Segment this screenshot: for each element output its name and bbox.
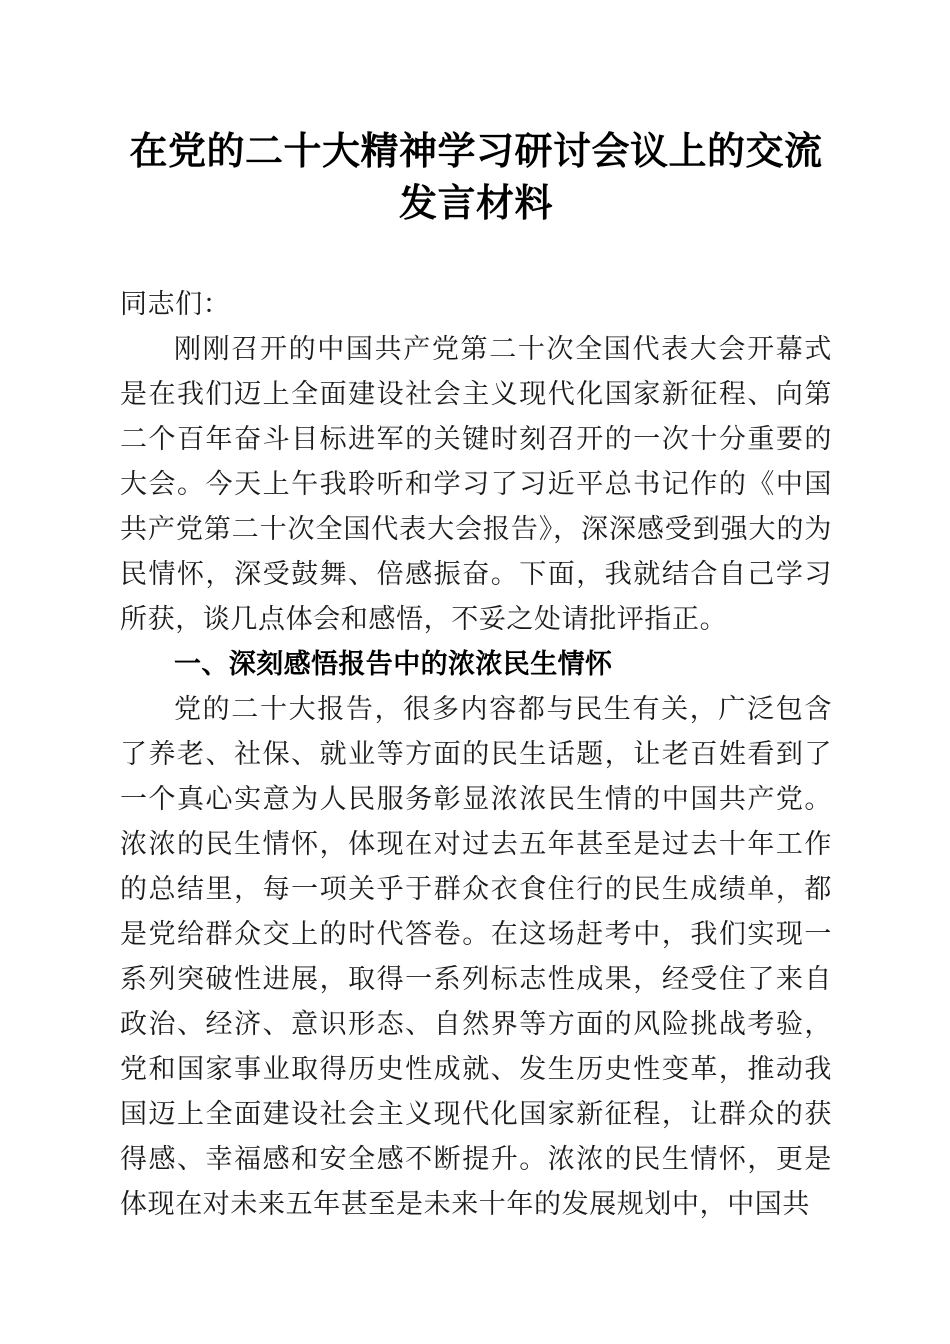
intro-paragraph: 刚刚召开的中国共产党第二十次全国代表大会开幕式是在我们迈上全面建设社会主义现代化国家新征程、向第二个百年奋斗目标进军的关键时刻召开的一次十分重要的大会。今天上午我聆听和学习了习近平总书记作的《中国共产党第二十次全国代表大会报告》，深深感受到强大的为民情怀，深受鼓舞、倍感振奋。下面，我就结合自己学习所获，谈几点体会和感悟，不妥之处请批评指正。 [120, 334, 832, 635]
document-body [120, 0, 832, 1227]
section-heading-1: 一、深刻感悟报告中的浓浓民生情怀 [174, 649, 613, 680]
salutation: 同志们： [120, 289, 231, 320]
page-title: 在党的二十大精神学习研讨会议上的交流发言材料 [129, 128, 823, 225]
section-1-paragraph-1: 党的二十大报告，很多内容都与民生有关，广泛包含了养老、社保、就业等方面的民生话题，让老百姓看到了一个真心实意为人民服务彰显浓浓民生情的中国共产党。浓浓的民生情怀，体现在对过去五年甚至是过去十年工作的总结里，每一项关乎于群众衣食住行的民生成绩单，都是党给群众交上的时代答卷。在这场赶考中，我们实现一系列突破性进展，取得一系列标志性成果，经受住了来自政治、经济、意识形态、自然界等方面的风险挑战考验，党和国家事业取得历史性成就、发生历史性变革，推动我国迈上全面建设社会主义现代化国家新征程，让群众的获得感、幸福感和安全感不断提升。浓浓的民生情怀，更是体现在对未来五年甚至是未来十年的发展规划中，中国共 [120, 694, 832, 1220]
